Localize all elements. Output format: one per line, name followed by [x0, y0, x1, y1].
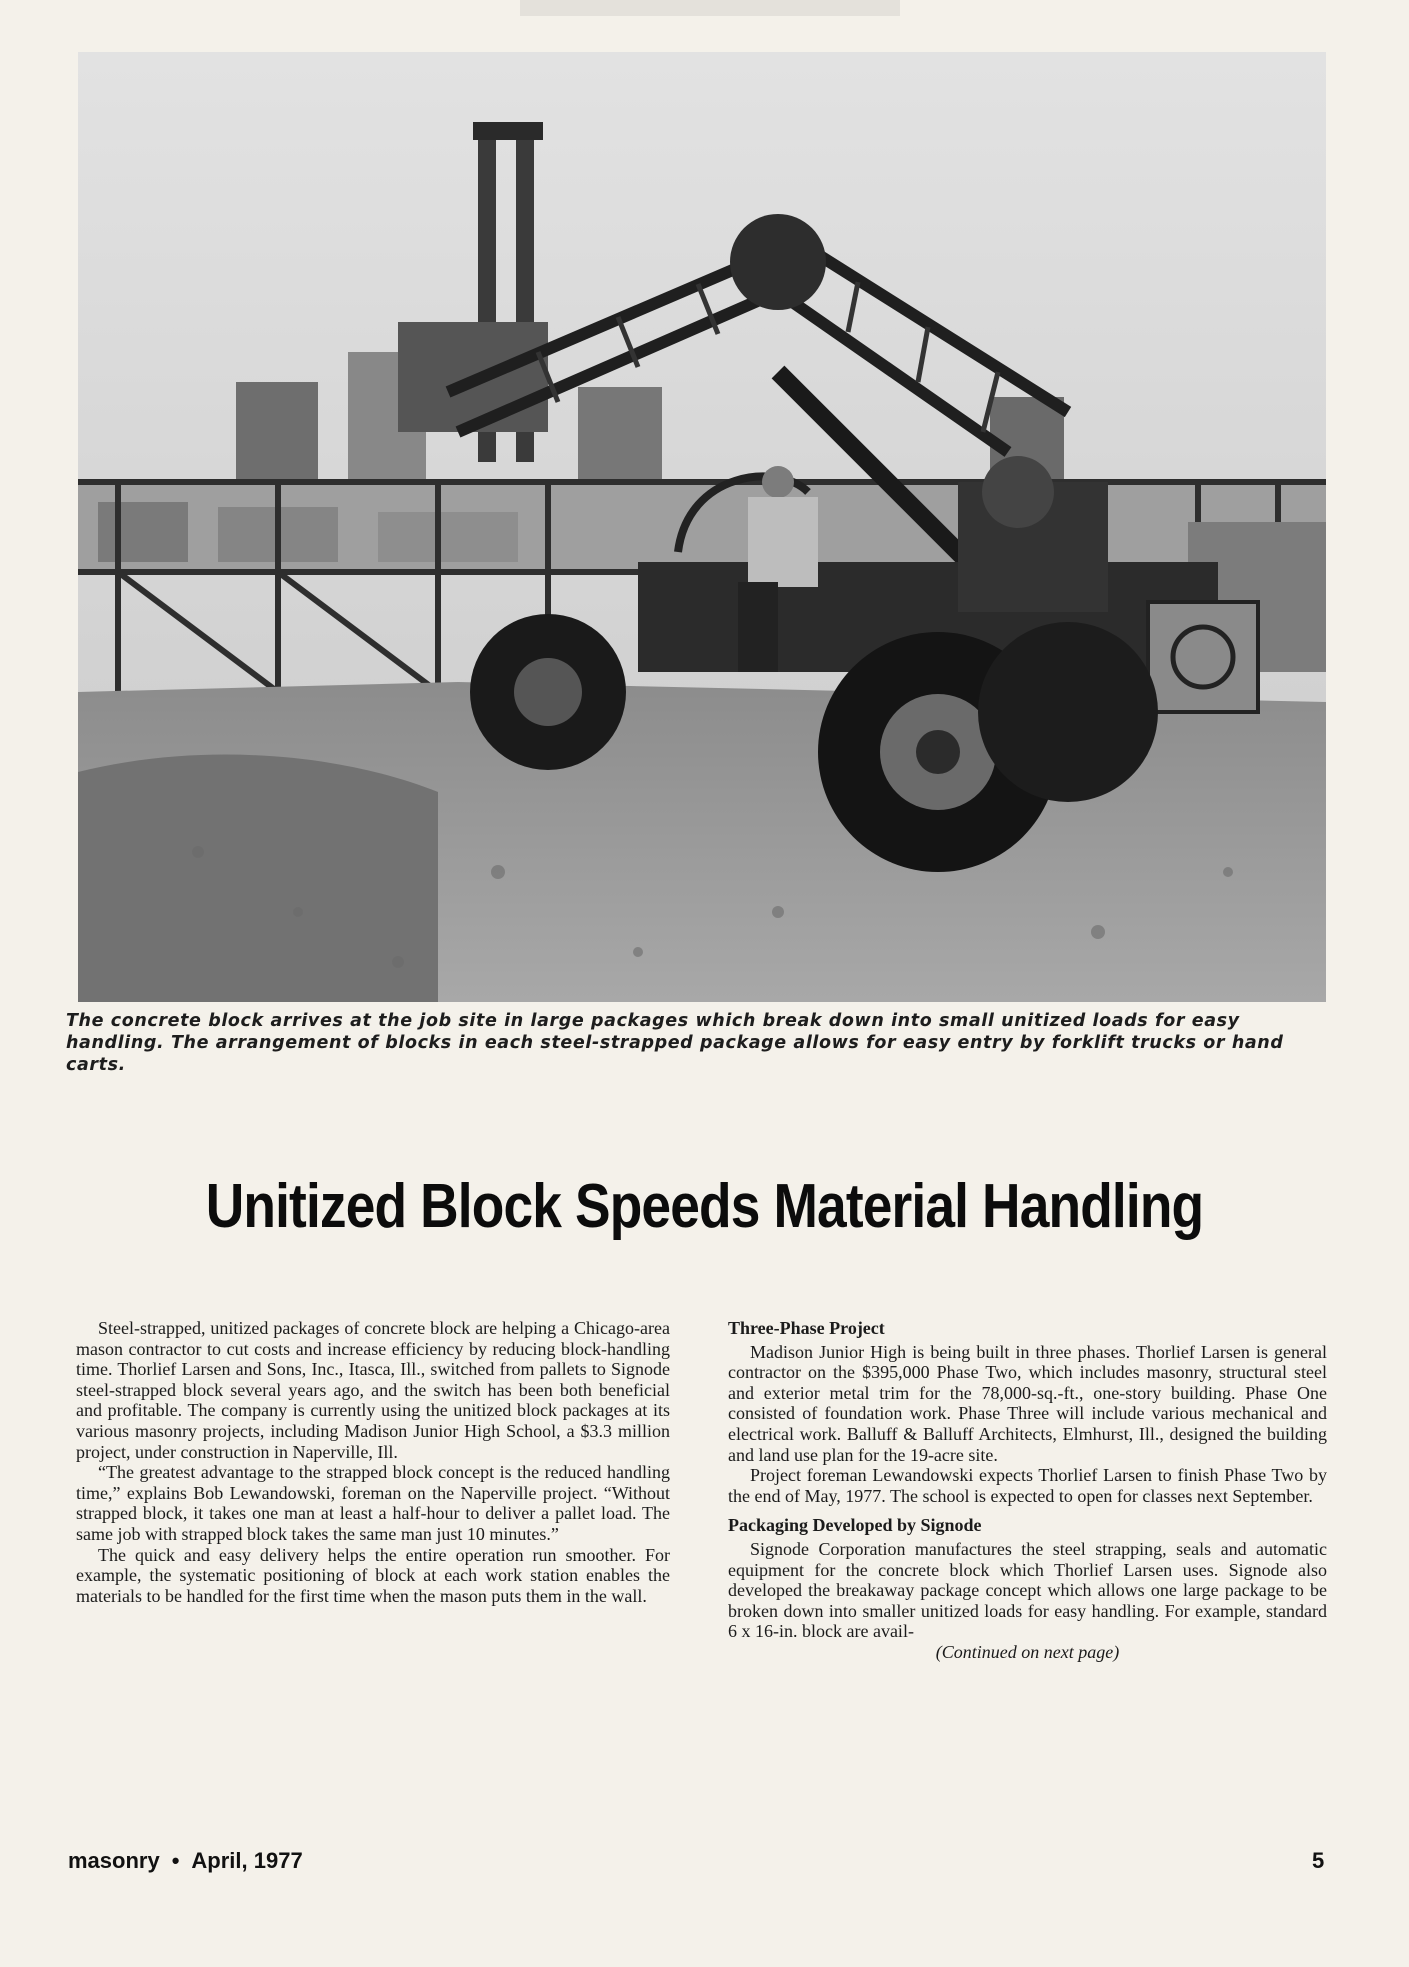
body-paragraph: Madison Junior High is being built in three phases. Thorlief Larsen is general contractor on the $395,000 Phase Two, which includes masonry, structural steel and exterior metal trim for the 78,000-sq.-ft., one-story building. Phase One consisted of foundation work. Phase Three will include various mechanical and electrical work. Balluff & Balluff Architects, Elmhurst, Ill., designed the building and land use plan for the 19-acre site. [728, 1341, 1327, 1465]
section-heading-three-phase: Three-Phase Project [728, 1318, 885, 1338]
left-column [76, 1318, 670, 1606]
body-paragraph: Signode Corporation manufactures the steel strapping, seals and automatic equipment for the concrete block which Thorlief Larsen uses. Signode also developed the breakaway package concept which allows one large package to be broken down into smaller unitized loads for easy handling. For example, standard 6 x 16-in. block are avail- [728, 1538, 1327, 1642]
photo-caption: The concrete block arrives at the job site in large packages which break down into small unitized loads for easy handling. The arrangement of blocks in each steel-strapped package allows for easy entry by forklift trucks or hand carts. [66, 1011, 1284, 1075]
publication-name: masonry [68, 1848, 160, 1873]
body-paragraph: Steel-strapped, unitized packages of concrete block are helping a Chicago-area mason contractor to cut costs and increase efficiency by reducing block-handling time. Thorlief Larsen and Sons, Inc., Itasca, Ill., switched from pallets to Signode steel-strapped block several years ago, and the switch has been both beneficial and profitable. The company is currently using the unitized block packages at its various masonry projects, including Madison Junior High School, a $3.3 million project, under construction in Naperville, Ill. [76, 1318, 670, 1462]
continued-note: (Continued on next page) [935, 1641, 1120, 1662]
body-paragraph: Project foreman Lewandowski expects Thorlief Larsen to finish Phase Two by the end of May, 1977. The school is expected to open for classes next September. [728, 1465, 1327, 1506]
footer-publication-line [68, 1848, 303, 1874]
photo-illustration [78, 52, 1326, 1002]
body-paragraph: The quick and easy delivery helps the entire operation run smoother. For example, the systematic positioning of block at each work station enables the materials to be handled for the first time when the mason puts them in the wall. [76, 1544, 670, 1606]
body-paragraph: “The greatest advantage to the strapped block concept is the reduced handling time,” explains Bob Lewandowski, foreman on the Naperville project. “Without strapped block, it takes one man at least a half-hour to deliver a pallet load. The same job with strapped block takes the same man just 10 minutes.” [76, 1462, 670, 1544]
bullet-separator: • [171, 1848, 180, 1873]
construction-photo [78, 52, 1326, 1002]
section-heading-packaging: Packaging Developed by Signode [728, 1515, 982, 1536]
page-number: 5 [1312, 1848, 1325, 1873]
bleed-through-text [520, 0, 900, 16]
right-column [728, 1318, 1327, 1663]
issue-date: April, 1977 [191, 1848, 303, 1873]
article-headline: Unitized Block Speeds Material Handling [205, 1172, 1204, 1241]
